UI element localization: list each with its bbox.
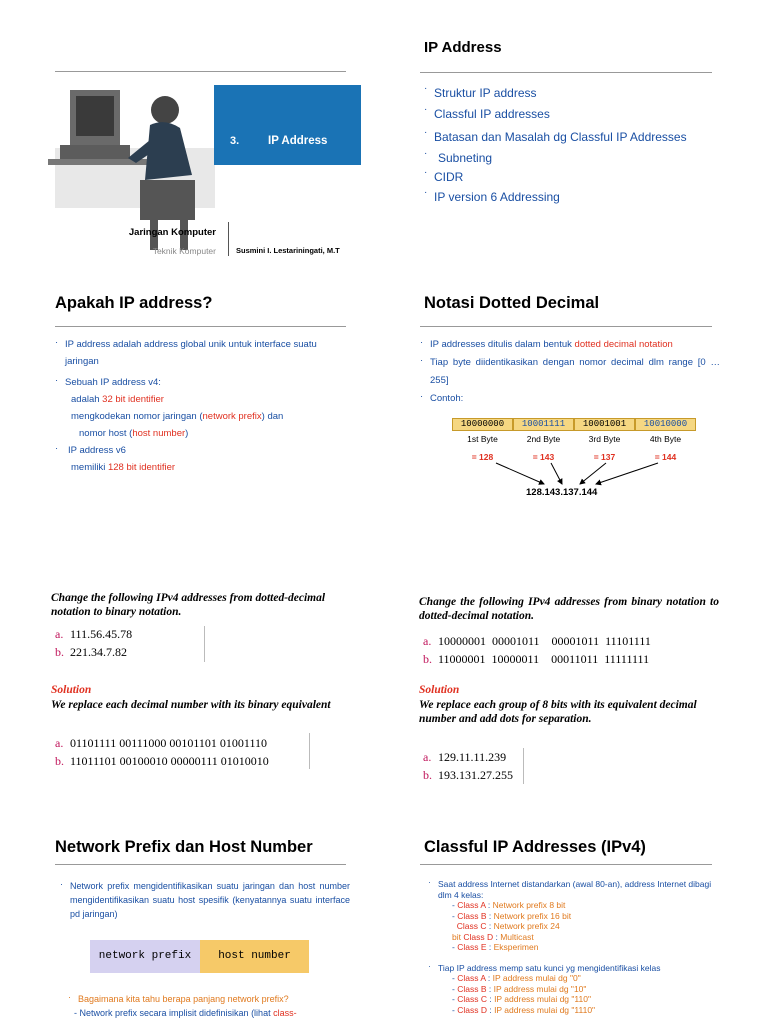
divider xyxy=(420,72,712,73)
list-item: · Struktur IP address xyxy=(424,86,687,100)
byte-label: 4th Byte xyxy=(649,434,682,444)
solution-title: Solution xyxy=(419,684,460,696)
list-item: a. 01101111 00111000 00101101 01001110 xyxy=(55,736,267,750)
class-item: - Class A : IP address mulai dg "0" xyxy=(452,973,581,983)
title-banner xyxy=(214,85,361,165)
byte-label: 3rd Byte xyxy=(588,434,621,444)
slide-notasi-dotted-decimal xyxy=(384,256,768,512)
bullet: · IP addresses ditulis dalam bentuk dotted decimal notation xyxy=(420,336,720,354)
class-item: - Class B : Network prefix 16 bit xyxy=(452,910,572,921)
exercise-items xyxy=(423,632,651,668)
list-item: · Batasan dan Masalah dg Classful IP Addresses xyxy=(424,130,687,144)
solution-text: We replace each decimal number with its binary equivalent xyxy=(51,699,331,711)
department: Teknik Komputer xyxy=(152,246,216,256)
solution-answers xyxy=(55,734,269,770)
class-item: - Class B : IP address mulai dg "10" xyxy=(452,983,587,994)
sub-bullet: adalah 32 bit identifier xyxy=(71,394,164,405)
slide-title: Classful IP Addresses (IPv4) xyxy=(424,838,646,856)
list-item: b. 193.131.27.255 xyxy=(423,768,513,782)
slide-apakah-ip-address xyxy=(0,256,384,512)
outline-list xyxy=(424,86,687,204)
chapter-title: IP Address xyxy=(268,135,328,147)
divider xyxy=(420,864,712,865)
list-item: b. 11011101 00100010 00000111 01010010 xyxy=(55,754,269,768)
list-item: · Classful IP addresses xyxy=(424,107,687,121)
divider xyxy=(55,326,346,327)
exercise-question: Change the following IPv4 addresses from dotted-decimal notation to binary notation. xyxy=(51,592,326,618)
exercise-items xyxy=(55,625,132,661)
byte-cell: 10000000 xyxy=(452,418,513,431)
chapter-number: 3. xyxy=(230,135,240,147)
class-item: bit Class D : Multicast xyxy=(452,931,534,942)
bullet: · Bagaimana kita tahu berapa panjang network prefix? xyxy=(68,994,289,1004)
slide-body xyxy=(60,879,350,921)
list-item: · Subneting xyxy=(424,151,687,165)
list-item: a. 111.56.45.78 xyxy=(55,627,133,641)
class-item: - Class C : IP address mulai dg "110" xyxy=(452,994,591,1004)
bullet: · Saat address Internet distandarkan (awal 80-an), address Internet dibagi dlm 4 kelas: xyxy=(428,879,718,900)
slide-decimal-to-binary xyxy=(0,512,384,768)
dotted-result: 128.143.137.144 xyxy=(526,487,598,498)
separator xyxy=(228,222,229,256)
bullet: · Tiap byte diidentikasikan dengan nomor decimal dlm range [0 … 255] xyxy=(420,354,720,390)
slide-classful-ip-addresses xyxy=(384,768,768,1024)
sub-bullet: memiliki 128 bit identifier xyxy=(71,462,176,473)
divider xyxy=(309,733,310,769)
byte-arrows xyxy=(384,256,768,512)
byte-label: 1st Byte xyxy=(467,434,498,444)
list-item: a. 10000001 00001011 00001011 11101111 xyxy=(423,634,651,648)
byte-value: = 128 xyxy=(471,452,494,462)
list-item: b. 221.34.7.82 xyxy=(55,645,127,659)
class-item: Class C : Network prefix 24 xyxy=(456,921,560,931)
slide-body xyxy=(55,336,350,476)
slide-title: IP Address xyxy=(424,39,502,56)
slide-title: Notasi Dotted Decimal xyxy=(424,294,600,312)
list-item: · IP version 6 Addressing xyxy=(424,190,687,204)
author: Susmini I. Lestariningati, M.T xyxy=(236,246,340,255)
byte-value: = 144 xyxy=(654,452,677,462)
bullet: · Network prefix mengidentifikasikan suatu jaringan dan host number mengidentifikasikan suatu host spesifik (kenyatannya suatu interface pd jaringan) xyxy=(60,879,350,921)
host-number-box: host number xyxy=(200,940,309,973)
list-item: · CIDR xyxy=(424,170,687,184)
divider xyxy=(204,626,205,662)
solution-text: We replace each group of 8 bits with its equivalent decimal number and add dots for separation. xyxy=(419,699,697,725)
bullet: · Sebuah IP address v4: xyxy=(55,374,350,391)
exercise-question: Change the following IPv4 addresses from binary notation to dotted-decimal notation. xyxy=(419,596,719,622)
bullet: · IP address adalah address global unik untuk interface suatu jaringan xyxy=(55,336,350,370)
class-item: - Class E : Eksperimen xyxy=(452,942,539,952)
slide-title xyxy=(0,0,384,256)
byte-value: = 137 xyxy=(593,452,616,462)
bullet: · Tiap IP address memp satu kunci yg mengidentifikasi kelas xyxy=(428,963,718,974)
slide-ip-address-outline xyxy=(384,0,768,256)
list-item: b. 11000001 10000011 00011011 11111111 xyxy=(423,652,650,666)
list-item: a. 129.11.11.239 xyxy=(423,750,507,764)
bullet: · Contoh: xyxy=(420,390,720,408)
divider xyxy=(55,864,346,865)
slide-network-prefix-host-number xyxy=(0,768,384,1024)
slide-binary-to-decimal xyxy=(384,512,768,782)
network-prefix-box: network prefix xyxy=(90,940,200,973)
course-name: Jaringan Komputer xyxy=(128,227,216,238)
slide-title: Network Prefix dan Host Number xyxy=(55,838,313,856)
byte-value: = 143 xyxy=(532,452,555,462)
sub-bullet-continuation: nomor host (host number) xyxy=(79,428,189,439)
bullet: · IP address v6 xyxy=(55,442,350,459)
sub-bullet: mengkodekan nomor jaringan (network prefix) dan xyxy=(71,411,284,422)
byte-cell: 10001001 xyxy=(574,418,635,431)
byte-label: 2nd Byte xyxy=(526,434,561,444)
class-item: - Class A : Network prefix 8 bit xyxy=(452,900,566,910)
solution-title: Solution xyxy=(51,684,92,696)
byte-cell: 10010000 xyxy=(635,418,696,431)
class-item: - Class D : IP address mulai dg "1110" xyxy=(452,1004,596,1015)
sub-bullet: - Network prefix secara implisit didefinisikan (lihat class- xyxy=(74,1008,297,1018)
slide-body xyxy=(428,879,718,1015)
byte-cell: 10001111 xyxy=(513,418,574,431)
slide-title: Apakah IP address? xyxy=(55,294,213,312)
